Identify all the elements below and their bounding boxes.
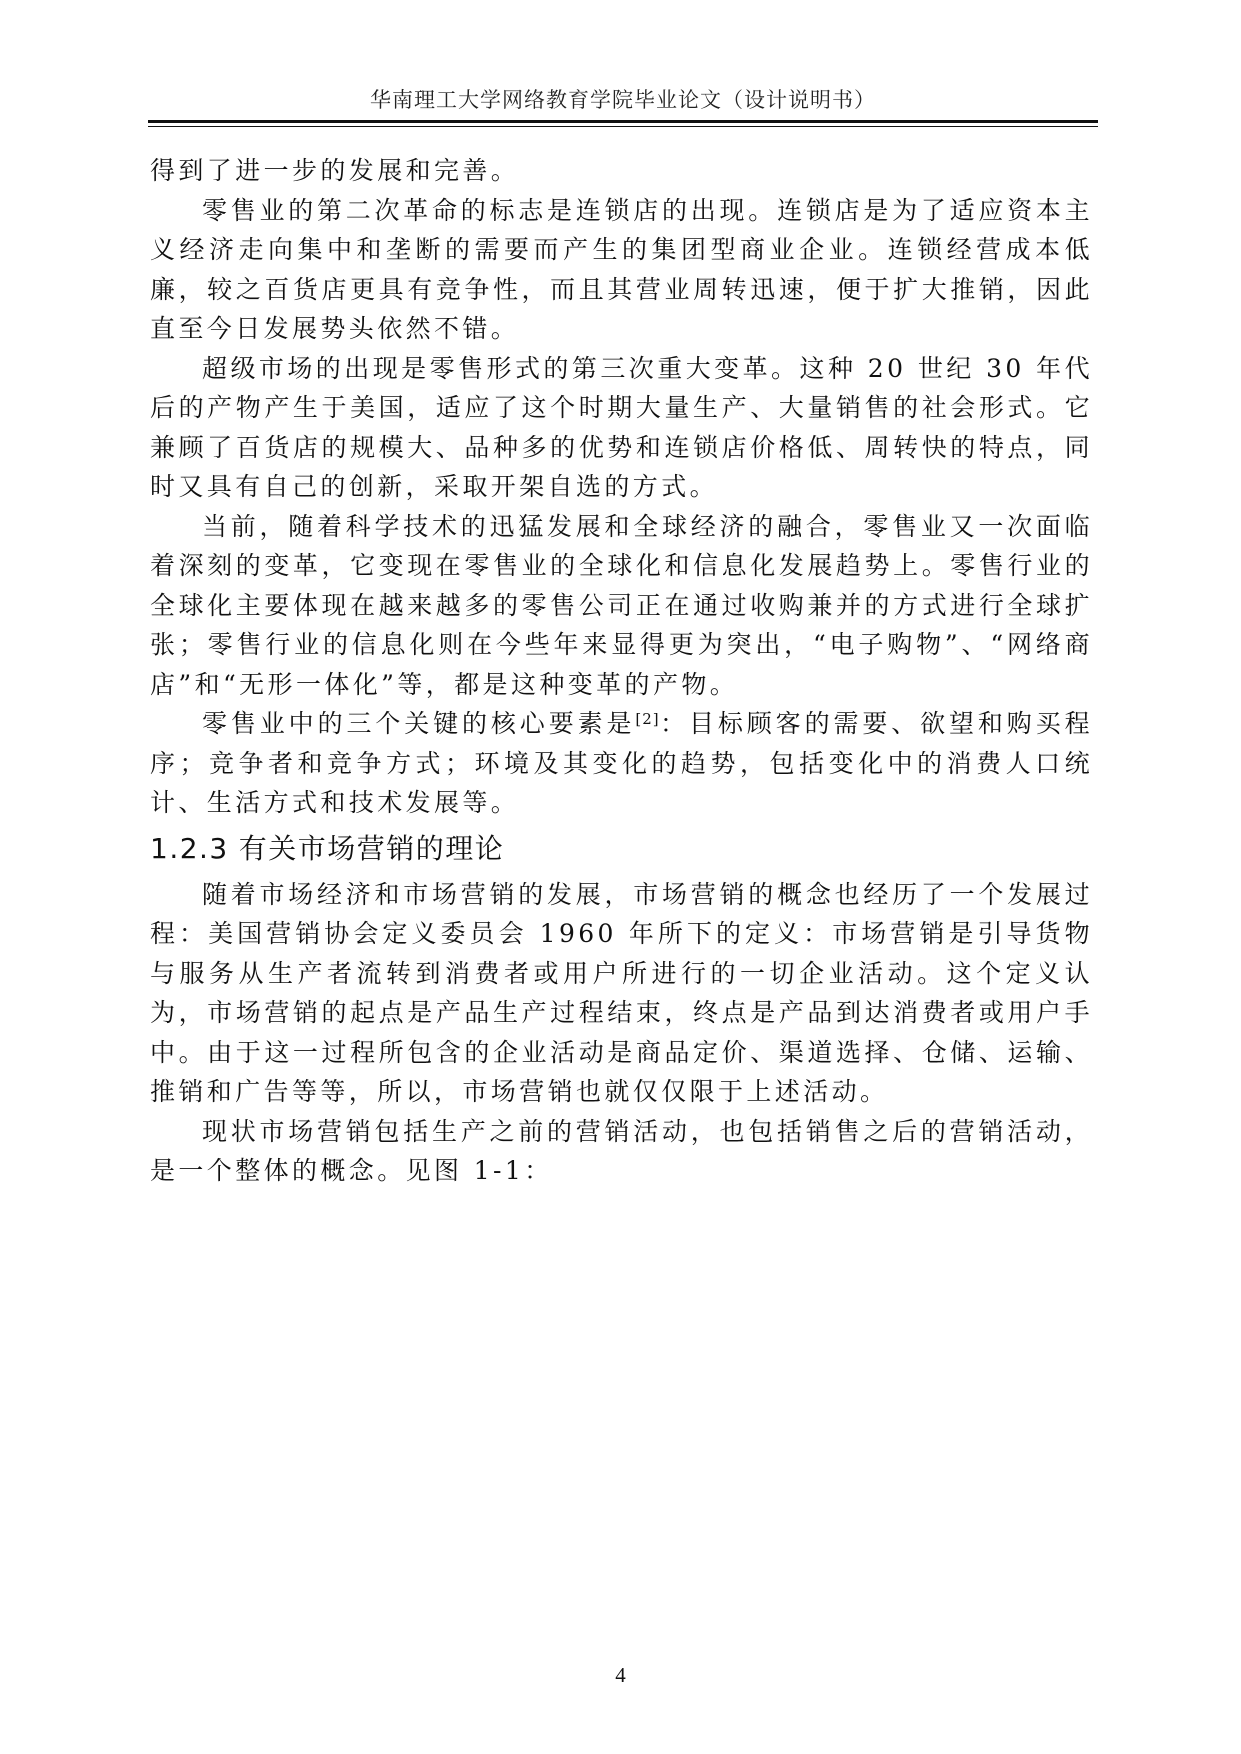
page-number: 4 <box>615 1663 626 1687</box>
paragraph-supermarket: 超级市场的出现是零售形式的第三次重大变革。这种 20 世纪 30 年代后的产物产生于美国，适应了这个时期大量生产、大量销售的社会形式。它兼顾了百货店的规模大、品种多的优势和连锁店价格低、周转快的特点，同时又具有自己的创新，采取开架自选的方式。 <box>150 353 1093 501</box>
paragraph-continuation: 得到了进一步的发展和完善。 <box>150 156 520 185</box>
page-header-title: 华南理工大学网络教育学院毕业论文（设计说明书） <box>370 88 876 112</box>
section-title: 有关市场营销的理论 <box>238 831 505 865</box>
paragraph-key-elements <box>150 704 1093 823</box>
document-body <box>150 151 1093 1191</box>
paragraph-chain-store: 零售业的第二次革命的标志是连锁店的出现。连锁店是为了适应资本主义经济走向集中和垄断的需要而产生的集团型商业企业。连锁经营成本低廉，较之百货店更具有竞争性，而且其营业周转迅速，便于扩大推销，因此直至今日发展势头依然不错。 <box>150 195 1093 343</box>
paragraph-globalization: 当前，随着科学技术的迅猛发展和全球经济的融合，零售业又一次面临着深刻的变革，它变现在零售业的全球化和信息化发展趋势上。零售行业的全球化主要体现在越来越多的零售公司正在通过收购兼并的方式进行全球扩张；零售行业的信息化则在今些年来显得更为突出，“电子购物”、“网络商店”和“无形一体化”等，都是这种变革的产物。 <box>150 511 1093 699</box>
paragraph-marketing-concept: 现状市场营销包括生产之前的营销活动，也包括销售之后的营销活动，是一个整体的概念。见图 1-1： <box>150 1116 1093 1185</box>
paragraph-marketing-definition: 随着市场经济和市场营销的发展，市场营销的概念也经历了一个发展过程：美国营销协会定义委员会 1960 年所下的定义：市场营销是引导货物与服务从生产者流转到消费者或用户所进行的一切企业活动。这个定义认为，市场营销的起点是产品生产过程结束，终点是产品到达消费者或用户手中。由于这一过程所包含的企业活动是商品定价、渠道选择、仓储、运输、推销和广告等等，所以，市场营销也就仅仅限于上述活动。 <box>150 879 1093 1106</box>
header-rule-thin <box>148 126 1098 127</box>
section-number: 1.2.3 <box>150 831 229 865</box>
key-elements-list: ：目标顾客的需要、欲望和购买程序；竞争者和竞争方式；环境及其变化的趋势，包括变化中的消费人口统计、生活方式和技术发展等。 <box>150 709 1093 817</box>
header-rule-thick <box>148 120 1098 123</box>
section-heading <box>150 829 1093 869</box>
key-elements-lead: 零售业中的三个关键的核心要素是 <box>202 709 636 738</box>
citation-marker: [2] <box>635 710 660 728</box>
